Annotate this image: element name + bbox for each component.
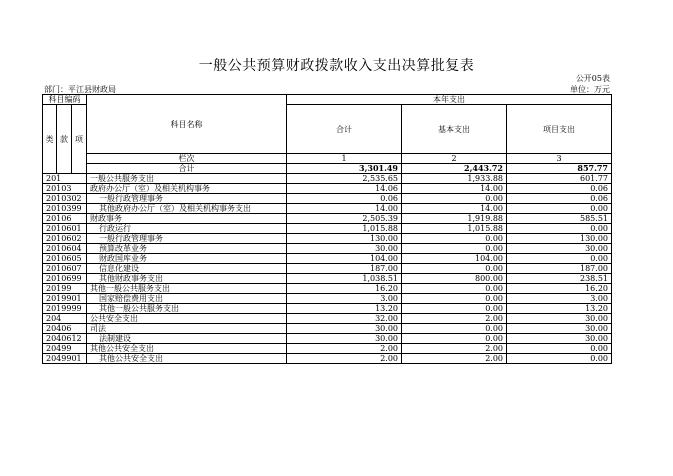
table-row (43, 234, 612, 244)
form-number: 公开05表 (575, 74, 610, 83)
row-code: 2049901 (43, 354, 87, 364)
row-name: 政府办公厅（室）及相关机构事务 (87, 184, 287, 194)
row-name: 国家赔偿费用支出 (87, 294, 287, 304)
row-code: 2010604 (43, 244, 87, 254)
row-project: 187.00 (507, 264, 612, 274)
row-project: 601.77 (507, 174, 612, 184)
row-basic: 0.00 (402, 234, 507, 244)
lanci-1: 1 (287, 154, 402, 164)
row-code: 2010605 (43, 254, 87, 264)
row-project: 0.00 (507, 254, 612, 264)
row-project: 0.00 (507, 204, 612, 214)
row-basic: 0.00 (402, 244, 507, 254)
row-project: 30.00 (507, 244, 612, 254)
row-code: 2040612 (43, 334, 87, 344)
row-name: 法制建设 (87, 334, 287, 344)
lanci-3: 3 (507, 154, 612, 164)
row-project: 585.51 (507, 214, 612, 224)
row-total: 16.20 (287, 284, 402, 294)
row-basic: 0.00 (402, 334, 507, 344)
row-code: 2010302 (43, 194, 87, 204)
row-total: 2,535.65 (287, 174, 402, 184)
row-basic: 1,015.88 (402, 224, 507, 234)
row-name: 一般行政管理事务 (87, 194, 287, 204)
row-total: 104.00 (287, 254, 402, 264)
row-basic: 14.00 (402, 184, 507, 194)
row-total: 13.20 (287, 304, 402, 314)
row-name: 财政事务 (87, 214, 287, 224)
row-basic: 14.00 (402, 204, 507, 214)
col-basic-header: 基本支出 (402, 105, 507, 154)
row-name: 其他公共安全支出 (87, 354, 287, 364)
row-total: 0.06 (287, 194, 402, 204)
row-code: 20103 (43, 184, 87, 194)
row-code: 2010601 (43, 224, 87, 234)
row-code: 2010399 (43, 204, 87, 214)
row-name: 其他一般公共服务支出 (87, 284, 287, 294)
row-name: 司法 (87, 324, 287, 334)
row-basic: 1,919.88 (402, 214, 507, 224)
col-total-header: 合计 (287, 105, 402, 154)
row-project: 13.20 (507, 304, 612, 314)
col-lei-header: 类 (43, 105, 57, 174)
row-basic: 0.00 (402, 294, 507, 304)
row-code: 2010607 (43, 264, 87, 274)
row-total: 1,038.51 (287, 274, 402, 284)
row-code: 2019999 (43, 304, 87, 314)
row-project: 30.00 (507, 324, 612, 334)
table-row (43, 324, 612, 334)
row-name: 其他财政事务支出 (87, 274, 287, 284)
row-code: 20199 (43, 284, 87, 294)
row-project: 238.51 (507, 274, 612, 284)
row-basic: 800.00 (402, 274, 507, 284)
table-row (43, 204, 612, 214)
lanci-label: 栏次 (87, 154, 287, 164)
row-basic: 1,933.88 (402, 174, 507, 184)
table-row (43, 254, 612, 264)
row-total: 187.00 (287, 264, 402, 274)
row-name: 其他一般公共服务支出 (87, 304, 287, 314)
row-code: 20106 (43, 214, 87, 224)
row-code: 20406 (43, 324, 87, 334)
row-code: 20499 (43, 344, 87, 354)
table-row (43, 304, 612, 314)
row-total: 30.00 (287, 324, 402, 334)
row-project: 16.20 (507, 284, 612, 294)
row-total: 130.00 (287, 234, 402, 244)
row-project: 0.06 (507, 184, 612, 194)
row-total: 2,505.39 (287, 214, 402, 224)
row-basic: 0.00 (402, 194, 507, 204)
total-row-basic: 2,443.72 (402, 164, 507, 174)
col-current-year-header: 本年支出 (287, 95, 612, 105)
row-basic: 0.00 (402, 304, 507, 314)
row-project: 0.00 (507, 224, 612, 234)
table-row (43, 354, 612, 364)
row-project: 0.00 (507, 344, 612, 354)
table-row (43, 314, 612, 324)
row-basic: 2.00 (402, 314, 507, 324)
row-total: 1,015.88 (287, 224, 402, 234)
budget-table (42, 94, 612, 364)
row-name: 一般公共服务支出 (87, 174, 287, 184)
row-code: 2019901 (43, 294, 87, 304)
table-row (43, 214, 612, 224)
row-basic: 2.00 (402, 354, 507, 364)
row-code: 204 (43, 314, 87, 324)
row-name: 财政国库业务 (87, 254, 287, 264)
row-code: 2010699 (43, 274, 87, 284)
col-code-header: 科目编码 (43, 95, 87, 105)
row-basic: 0.00 (402, 324, 507, 334)
row-total: 14.06 (287, 184, 402, 194)
table-row (43, 274, 612, 284)
col-xiang-header: 项 (72, 105, 87, 174)
row-project: 0.00 (507, 354, 612, 364)
page-title: 一般公共预算财政拨款收入支出决算批复表 (198, 58, 475, 74)
lanci-2: 2 (402, 154, 507, 164)
table-row (43, 344, 612, 354)
row-basic: 2.00 (402, 344, 507, 354)
row-total: 30.00 (287, 244, 402, 254)
row-name: 预算改革业务 (87, 244, 287, 254)
row-total: 2.00 (287, 354, 402, 364)
department-label: 部门：平江县财政局 (44, 85, 116, 94)
col-name-header: 科目名称 (87, 95, 287, 154)
row-basic: 0.00 (402, 264, 507, 274)
table-row (43, 224, 612, 234)
row-name: 其他政府办公厅（室）及相关机构事务支出 (87, 204, 287, 214)
row-project: 30.00 (507, 334, 612, 344)
row-name: 一般行政管理事务 (87, 234, 287, 244)
table-row (43, 194, 612, 204)
total-row-total: 3,301.49 (287, 164, 402, 174)
table-row (43, 174, 612, 184)
table-row (43, 184, 612, 194)
col-project-header: 项目支出 (507, 105, 612, 154)
total-row-label: 合计 (87, 164, 287, 174)
row-basic: 104.00 (402, 254, 507, 264)
table-row (43, 244, 612, 254)
row-project: 0.06 (507, 194, 612, 204)
row-total: 3.00 (287, 294, 402, 304)
row-name: 行政运行 (87, 224, 287, 234)
row-total: 32.00 (287, 314, 402, 324)
row-total: 14.00 (287, 204, 402, 214)
row-code: 201 (43, 174, 87, 184)
table-row (43, 334, 612, 344)
row-project: 30.00 (507, 314, 612, 324)
row-total: 30.00 (287, 334, 402, 344)
table-body (43, 174, 612, 364)
col-kuan-header: 款 (57, 105, 72, 174)
row-total: 2.00 (287, 344, 402, 354)
row-name: 公共安全支出 (87, 314, 287, 324)
table-row (43, 264, 612, 274)
total-row-project: 857.77 (507, 164, 612, 174)
row-name: 其他公共安全支出 (87, 344, 287, 354)
table-row (43, 294, 612, 304)
row-basic: 0.00 (402, 284, 507, 294)
row-code: 2010602 (43, 234, 87, 244)
unit-label: 单位：万元 (570, 85, 610, 94)
row-project: 3.00 (507, 294, 612, 304)
row-name: 信息化建设 (87, 264, 287, 274)
row-project: 130.00 (507, 234, 612, 244)
table-row (43, 284, 612, 294)
